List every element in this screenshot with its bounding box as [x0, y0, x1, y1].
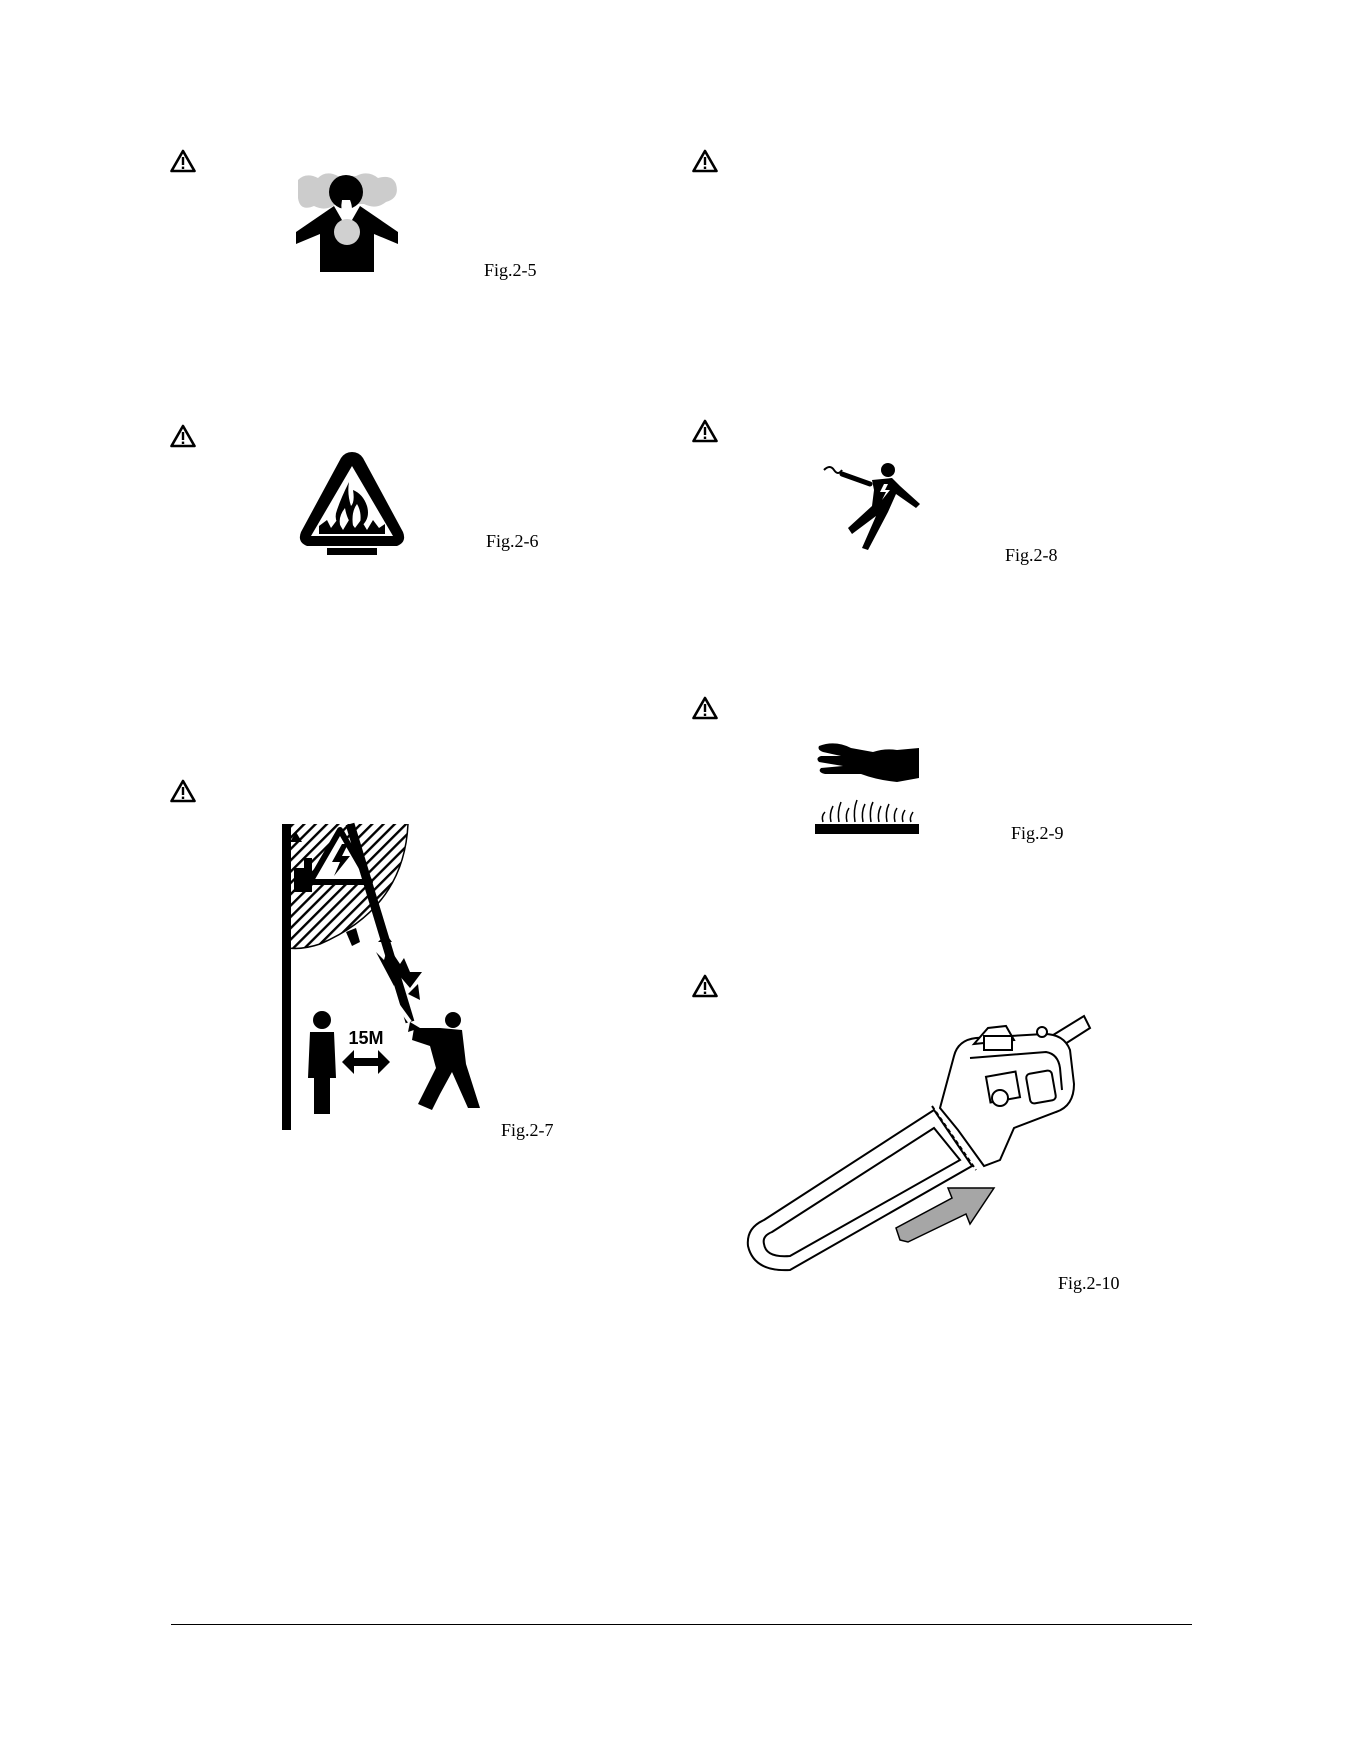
warning-triangle-icon: [692, 149, 718, 173]
figure-caption: Fig.2-6: [486, 531, 539, 551]
warning-triangle-icon: [170, 779, 196, 803]
power-line-distance-icon: [280, 824, 490, 1130]
figure-caption: Fig.2-7: [501, 1120, 554, 1140]
warning-triangle-icon: [170, 149, 196, 173]
figure-caption: Fig.2-8: [1005, 545, 1058, 565]
figure-caption: Fig.2-9: [1011, 823, 1064, 843]
toxic-fumes-icon: [296, 172, 398, 272]
warning-triangle-icon: [692, 974, 718, 998]
warning-triangle-icon: [692, 419, 718, 443]
footer-divider: [171, 1624, 1192, 1625]
electric-shock-icon: [822, 462, 924, 552]
figure-caption: Fig.2-10: [1058, 1273, 1120, 1293]
hot-surface-icon: [815, 740, 921, 836]
warning-triangle-icon: [170, 424, 196, 448]
figure-caption: Fig.2-5: [484, 260, 537, 280]
fire-hazard-icon: [297, 448, 407, 556]
warning-triangle-icon: [692, 696, 718, 720]
distance-label: 15M: [348, 1028, 384, 1048]
chainsaw-bar-icon: [744, 1010, 1094, 1275]
